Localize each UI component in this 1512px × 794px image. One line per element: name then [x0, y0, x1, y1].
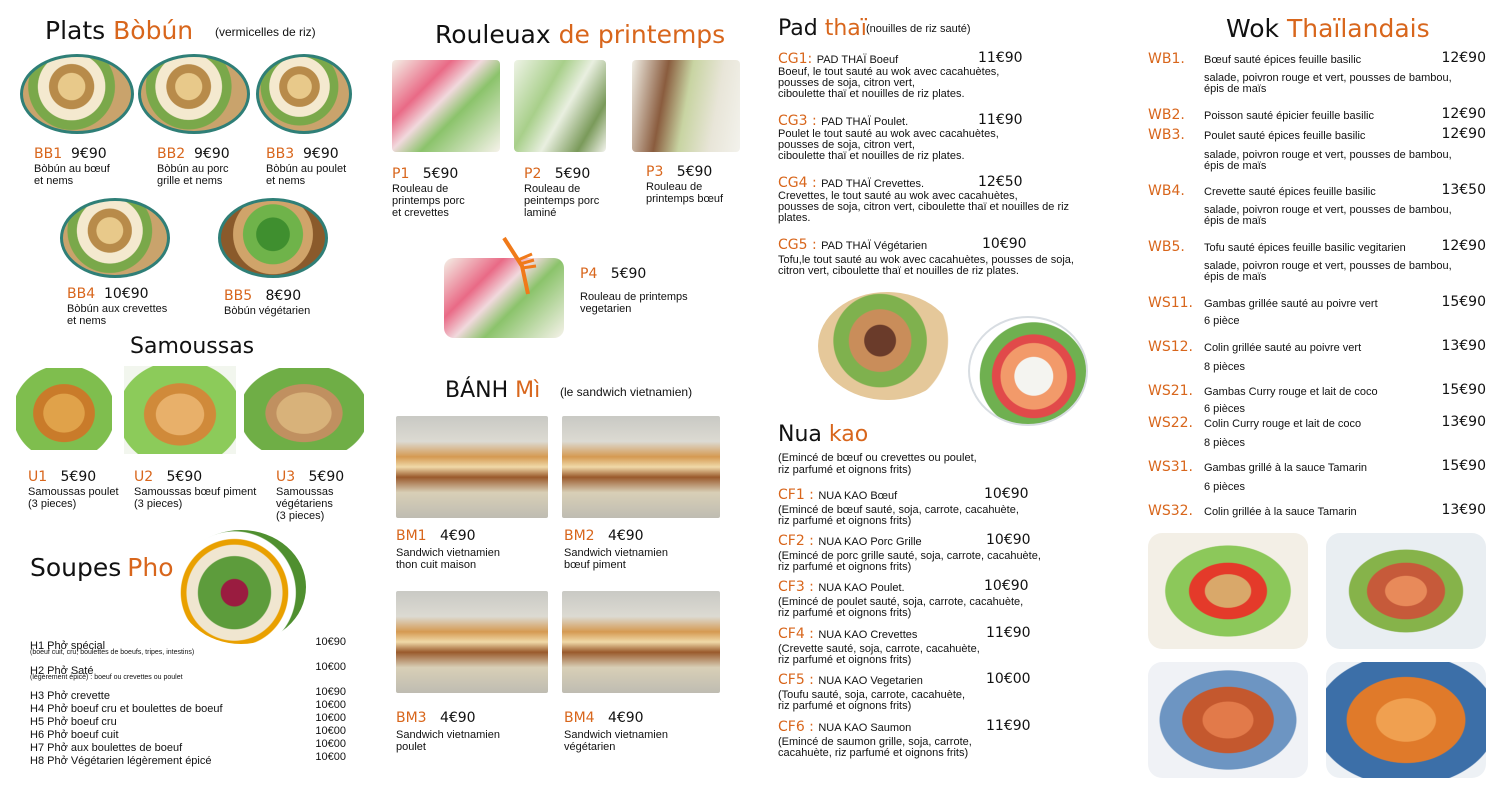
nuakao-item-cf4: CF4 : NUA KAO Crevettes 11€90 (Crevette sauté, soja, carrote, cacahuète, riz parfumé et oignons frits)	[778, 625, 1031, 666]
wok-basil-photo	[1148, 533, 1308, 649]
samoussas-u3-photo	[244, 368, 364, 450]
pho-note-h1: (boeuf cuit, cru, boulettes de boeufs, tripes, intestins)	[30, 649, 195, 656]
padthai-item-cg4: CG4 : PAD THAÏ Crevettes. 12€50 Crevettes, le tout sauté au wok avec cacahuètes, pousses de soja, citron vert, ciboulette thaï et nouilles de riz plates.	[778, 174, 1070, 224]
rouleaux-item-p1: P1 5€90 Rouleau de printemps porc et crevettes	[392, 166, 465, 219]
banhmi-item-bm4: BM4 4€90 Sandwich vietnamien végétarien	[564, 710, 668, 753]
bobun-item-bb3: BB3 9€90 Bòbún au poulet et nems	[266, 146, 347, 187]
padthai-title: Pad thaï	[778, 16, 867, 41]
bobun-item-bb1: BB1 9€90 Bòbún au bœuf et nems	[34, 146, 110, 187]
wok-item-wb4: WB4. Crevette sauté épices feuille basilic 13€50 salade, poivron rouge et vert, pousses de bambou, épis de maïs	[1148, 182, 1486, 227]
bobun-bb4-photo	[60, 198, 170, 278]
pho-item-h7: H7 Phở aux boulettes de boeuf 10€00	[30, 738, 346, 754]
padthai-item-cg3: CG3 : PAD THAÏ Poulet. 11€90 Poulet le tout sauté au wok avec cacahuètes, pousses de soja, citron vert, ciboulette thaï et nouilles de riz plates.	[778, 112, 1023, 162]
banhmi-item-bm2: BM2 4€90 Sandwich vietnamien bœuf piment	[564, 528, 668, 571]
rouleaux-p1-photo	[392, 60, 500, 152]
pho-note-h2: (légèrement épicé) : boeuf ou crevettes ou poulet	[30, 674, 183, 681]
rouleaux-p2-photo	[514, 60, 606, 152]
samoussas-item-u3: U3 5€90 Samoussas végétariens (3 pieces)	[276, 469, 345, 522]
banhmi-item-bm3: BM3 4€90 Sandwich vietnamien poulet	[396, 710, 500, 753]
padthai-plate-photo	[818, 292, 956, 400]
banhmi-bm1-photo	[396, 416, 548, 518]
fork-icon	[498, 236, 538, 296]
pho-list	[30, 636, 346, 767]
samoussas-u1-photo	[16, 368, 112, 450]
rouleaux-item-p2: P2 5€90 Rouleau de peintemps porc laminé	[524, 166, 600, 219]
wok-item-ws11: WS11. Gambas grillée sauté au poivre vert 15€90 6 pièce	[1148, 294, 1486, 327]
nuakao-item-cf1: CF1 : NUA KAO Bœuf 10€90 (Emincé de bœuf sauté, soja, carrote, cacahuète, riz parfumé et oignons frits)	[778, 486, 1029, 527]
wok-gambas-tamarin-photo	[1148, 662, 1308, 778]
pho-item-h4: H4 Phở boeuf cru et boulettes de boeuf 10€00	[30, 699, 346, 715]
bobun-title: Plats Bòbún	[45, 16, 194, 45]
rouleaux-p3-photo	[632, 60, 740, 152]
banhmi-subtitle: (le sandwich vietnamien)	[560, 385, 693, 399]
wok-item-ws32: WS32. Colin grillée à la sauce Tamarin 13€90	[1148, 502, 1486, 519]
pho-item-h3: H3 Phở crevette 10€90	[30, 686, 346, 702]
nuakao-intro: (Emincé de bœuf ou crevettes ou poulet, riz parfumé et oignons frits)	[778, 452, 977, 476]
banhmi-title: BÁNH Mì	[445, 378, 541, 403]
wok-item-ws21: WS21. Gambas Curry rouge et lait de coco 15€90 6 pièces	[1148, 382, 1486, 415]
pho-photo	[176, 530, 306, 644]
rouleaux-title: Rouleuax de printemps	[435, 20, 726, 49]
wok-item-wb2: WB2. Poisson sauté épicier feuille basilic 12€90	[1148, 106, 1486, 123]
pho-item-h1: H1 Phở spécial 10€90	[30, 636, 346, 652]
bobun-subtitle: (vermicelles de riz)	[215, 25, 316, 39]
bobun-bb2-photo	[138, 54, 250, 134]
bobun-item-bb5: BB5 8€90 Bòbún végétarien	[224, 288, 311, 317]
padthai-subtitle: (nouilles de riz sauté)	[866, 23, 971, 35]
wok-item-wb5: WB5. Tofu sauté épices feuille basilic vegitarien 12€90 salade, poivron rouge et vert, pousses de bambou, épis de maïs	[1148, 238, 1486, 283]
pho-item-h6: H6 Phở boeuf cuit 10€00	[30, 725, 346, 741]
banhmi-bm4-photo	[562, 591, 720, 693]
samoussas-item-u1: U1 5€90 Samoussas poulet (3 pieces)	[28, 469, 119, 510]
padthai-item-cg5: CG5 : PAD THAÏ Végétarien 10€90 Tofu,le tout sauté au wok avec cacahuètes, pousses de soja, citron vert, ciboulette thaï et nouilles de riz plates.	[778, 236, 1074, 277]
pho-item-h5: H5 Phở boeuf cru 10€00	[30, 712, 346, 728]
bobun-bb3-photo	[256, 54, 352, 134]
bobun-bb1-photo	[20, 54, 134, 134]
wok-title: Wok Thaïlandais	[1226, 14, 1430, 43]
samoussas-u2-photo	[124, 366, 236, 454]
wok-item-ws31: WS31. Gambas grillé à la sauce Tamarin 15€90 6 pièces	[1148, 458, 1486, 493]
nuakao-item-cf5: CF5 : NUA KAO Vegetarien 10€00 (Toufu sauté, soja, carrote, cacahuète, riz parfumé et oignons frits)	[778, 671, 1031, 712]
bobun-item-bb2: BB2 9€90 Bòbún au porc grille et nems	[157, 146, 230, 187]
padthai-bowl-photo	[968, 316, 1088, 426]
padthai-item-cg1: CG1: PAD THAÏ Boeuf 11€90 Boeuf, le tout sauté au wok avec cacahuètes, pousses de soja, citron vert, ciboulette thaï et nouilles de riz plates.	[778, 50, 1023, 100]
nuakao-title: Nua kao	[778, 422, 869, 447]
bobun-item-bb4: BB4 10€90 Bòbún aux crevettes et nems	[67, 286, 168, 327]
bobun-bb5-photo	[218, 198, 328, 278]
banhmi-bm3-photo	[396, 591, 548, 693]
wok-curry-photo	[1326, 662, 1486, 778]
wok-item-wb3: WB3. Poulet sauté épices feuille basilic 12€90 salade, poivron rouge et vert, pousses de bambou, épis de maïs	[1148, 126, 1486, 172]
nuakao-item-cf3: CF3 : NUA KAO Poulet. 10€90 (Emincé de poulet sauté, soja, carrote, cacahuète, riz parfumé et oignons frits)	[778, 578, 1029, 619]
pho-title: Soupes Pho	[30, 553, 174, 582]
wok-item-ws22: WS22. Colin Curry rouge et lait de coco 13€90 8 pièces	[1148, 414, 1486, 449]
pho-item-h8: H8 Phở Végétarien légèrement épicé 10€00	[30, 751, 346, 767]
wok-gambas-photo	[1326, 533, 1486, 649]
pho-item-h2: H2 Phở Saté 10€00	[30, 661, 346, 677]
rouleaux-item-p3: P3 5€90 Rouleau de printemps bœuf	[646, 164, 724, 205]
samoussas-item-u2: U2 5€90 Samoussas bœuf piment (3 pieces)	[134, 469, 257, 510]
banhmi-item-bm1: BM1 4€90 Sandwich vietnamien thon cuit maison	[396, 528, 500, 571]
nuakao-item-cf2: CF2 : NUA KAO Porc Grille 10€90 (Emincé de porc grille sauté, soja, carrote, cacahuète, riz parfumé et oignons frits)	[778, 532, 1041, 573]
nuakao-item-cf6: CF6 : NUA KAO Saumon 11€90 (Emincé de saumon grille, soja, carrote, cacahuète, riz parfumé et oignons frits)	[778, 718, 1031, 759]
samoussas-title: Samoussas	[130, 334, 255, 359]
rouleaux-item-p4: P4 5€90 Rouleau de printemps vegetarien	[580, 266, 688, 315]
banhmi-bm2-photo	[562, 416, 720, 518]
wok-item-wb1: WB1. Bœuf sauté épices feuille basilic 12€90 salade, poivron rouge et vert, pousses de bambou, épis de maïs	[1148, 50, 1486, 95]
wok-item-ws12: WS12. Colin grillée sauté au poivre vert 13€90 8 pièces	[1148, 338, 1486, 373]
